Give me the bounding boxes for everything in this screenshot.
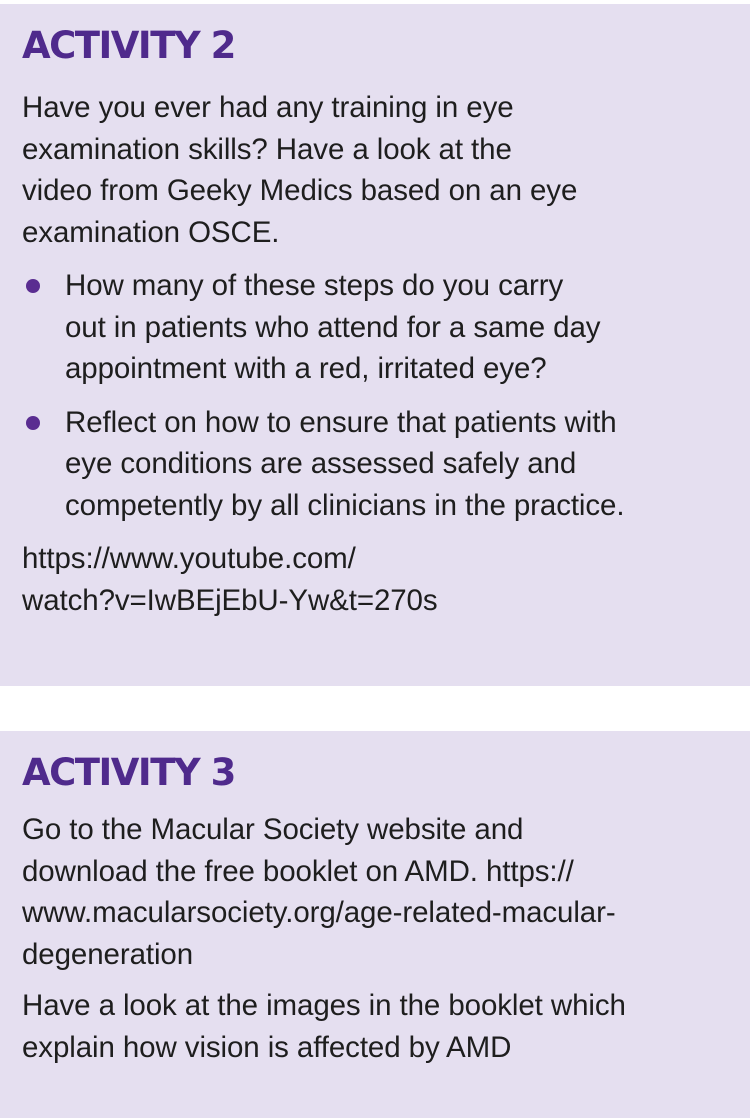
bullet-line: How many of these steps do you carry [65, 269, 564, 302]
bullet-text [65, 265, 730, 390]
youtube-link[interactable] [22, 538, 730, 621]
activity-3-para-1 [22, 809, 730, 975]
para-line: Go to the Macular Society website and [22, 813, 524, 846]
macular-society-link[interactable]: degeneration [22, 937, 194, 971]
activity-2-box [0, 4, 750, 686]
bullet-line: eye conditions are assessed safely and [65, 447, 577, 480]
macular-society-link[interactable]: www.macularsociety.org/age-related-macular- [22, 896, 616, 929]
bullet-item-reflect [22, 402, 730, 527]
bullet-dot-icon [26, 279, 40, 293]
activity-3-para-2 [22, 985, 730, 1068]
intro-line: video from Geeky Medics based on an eye [22, 174, 578, 207]
intro-line: examination skills? Have a look at the [22, 132, 512, 166]
activity-3-box [0, 731, 750, 1118]
activity-2-intro [22, 87, 730, 253]
bullet-line: appointment with a red, irritated eye? [65, 352, 547, 385]
bullet-line: out in patients who attend for a same day [65, 310, 601, 344]
intro-line: examination OSCE. [22, 215, 280, 249]
bullet-line: Reflect on how to ensure that patients with [65, 405, 617, 439]
bullet-dot-icon [26, 416, 40, 430]
activity-2-heading: ACTIVITY 2 [22, 24, 235, 67]
para-line: Have a look at the images in the booklet which [22, 989, 626, 1022]
link-line[interactable]: watch?v=IwBEjEbU-Yw&t=270s [22, 583, 438, 617]
link-line[interactable]: https://www.youtube.com/ [22, 542, 356, 575]
intro-line: Have you ever had any training in eye [22, 91, 514, 124]
bullet-text [65, 402, 730, 527]
para-line: explain how vision is affected by AMD [22, 1030, 512, 1064]
activity-2-bullet-list [22, 265, 730, 526]
bullet-line: competently by all clinicians in the practice. [65, 488, 625, 522]
para-line-with-link[interactable]: download the free booklet on AMD. https:// [22, 854, 574, 888]
activity-3-heading: ACTIVITY 3 [22, 751, 235, 794]
bullet-item-steps [22, 265, 730, 390]
